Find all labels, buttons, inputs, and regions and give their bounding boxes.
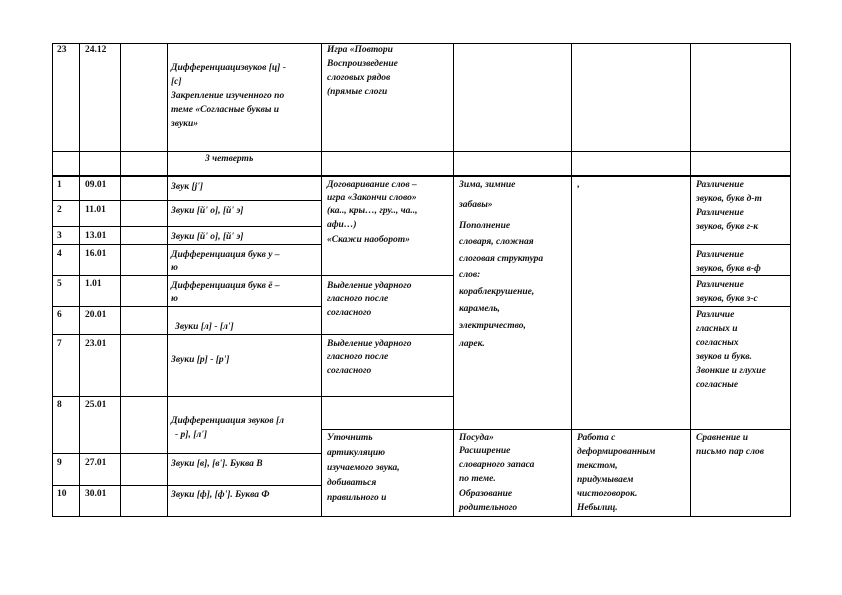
letters-line: звуков и букв. (696, 352, 752, 362)
row-divider-8-left (52, 453, 322, 454)
row-date: 24.12 (85, 45, 107, 55)
row-divider-3-right (690, 244, 791, 245)
row-divider-6 (52, 334, 454, 335)
row-number: 10 (57, 489, 67, 499)
topic-line: Звуки [й' о], [й' э] (171, 206, 244, 216)
topic-line: Звуки [р] - [р'] (171, 355, 230, 365)
topic-line: [с] (171, 77, 182, 87)
letters-line: звуков, букв д-т (696, 194, 762, 204)
speech-line: деформированным (577, 447, 656, 457)
topic-line: Дифференциацизвуков [ц] - (171, 63, 286, 73)
row-number: 1 (57, 180, 62, 190)
table-border-bottom (52, 516, 791, 517)
activity-line: добиваться (327, 478, 377, 488)
activity-line: артикуляцию (327, 448, 386, 458)
vocab-line: кораблекрушение, (459, 287, 535, 297)
activity-line: Уточнить (327, 433, 373, 443)
activity-line: изучаемого звука, (327, 463, 400, 473)
vocab-line: слов: (459, 270, 481, 280)
col-divider-speech-letters (690, 43, 691, 517)
activity-line: правильного и (327, 493, 387, 503)
vocab-line: карамель, (459, 304, 500, 314)
row-number: 23 (57, 45, 67, 55)
topic-line: Дифференциация букв ё – (171, 281, 280, 291)
row-date: 11.01 (85, 205, 106, 215)
vocab-line: Зима, зимние (459, 180, 516, 190)
topic-line: Звуки [в], [в']. Буква В (171, 459, 263, 469)
col-divider-game-vocab (453, 43, 454, 517)
letters-line: письмо пар слов (696, 447, 765, 457)
row-date: 27.01 (85, 458, 107, 468)
letters-line: Различение (696, 180, 744, 190)
speech-line: Небылиц. (577, 503, 618, 513)
letters-line: Различение (696, 208, 744, 218)
topic-line: Дифференциация звуков [л (171, 416, 285, 426)
topic-line: звуки» (171, 119, 199, 129)
letters-line: согласные (696, 380, 739, 390)
vocab-line: Образование (459, 489, 513, 499)
topic-line: Звуки [л] - [л'] (175, 322, 234, 332)
row-number: 8 (57, 400, 62, 410)
speech-line: чистоговорок. (577, 489, 638, 499)
topic-line: ю (171, 263, 178, 273)
activity-line: афи…) (327, 220, 357, 230)
table-border-right (790, 43, 791, 517)
row-divider-1 (52, 200, 322, 201)
letters-line: звуков, букв г-к (696, 222, 759, 232)
vocab-line: по теме. (459, 474, 496, 484)
game-line: Игра «Повтори (327, 45, 393, 55)
row-divider-8 (321, 429, 791, 430)
row-divider-2 (52, 226, 322, 227)
row-number: 7 (57, 339, 62, 349)
topic-line: Звуки [ф], [ф']. Буква Ф (171, 490, 270, 500)
activity-line: (ка.., кры…, гру.., ча.., (327, 206, 418, 216)
topic-line: - р], [л'] (175, 430, 208, 440)
row-number: 3 (57, 231, 62, 241)
col-divider-date-blank (120, 43, 121, 517)
vocab-line: Расширение (459, 446, 511, 456)
letters-line: Различение (696, 250, 744, 260)
activity-line: Выделение ударного (327, 339, 412, 349)
row-divider-quarter (52, 175, 791, 177)
row-divider-4 (52, 275, 454, 276)
activity-line: Договаривание слов – (327, 180, 417, 190)
letters-line: Звонкие и глухие (696, 366, 766, 376)
row-date: 25.01 (85, 400, 107, 410)
activity-line: игра «Закончи слово» (327, 193, 417, 203)
vocab-line: электричество, (459, 321, 526, 331)
activity-line: гласного после (327, 294, 389, 304)
row-number: 9 (57, 458, 62, 468)
vocab-line: словарного запаса (459, 460, 535, 470)
vocab-line: забавы» (459, 200, 493, 210)
row-date: 30.01 (85, 489, 107, 499)
row-date: 1.01 (85, 279, 102, 289)
col-divider-num-date (79, 43, 80, 517)
col-divider-vocab-speech (571, 43, 572, 517)
topic-line: Звук [j'] (171, 182, 204, 192)
row-date: 13.01 (85, 231, 107, 241)
row-date: 20.01 (85, 310, 107, 320)
activity-line: согласного (327, 366, 372, 376)
row-divider-23 (52, 151, 791, 152)
letters-line: Различение (696, 280, 744, 290)
letters-line: звуков, букв в-ф (696, 264, 761, 274)
game-line: слоговых рядов (327, 73, 391, 83)
activity-line: согласного (327, 308, 372, 318)
vocab-line: родительного (459, 503, 518, 513)
row-date: 23.01 (85, 339, 107, 349)
vocab-line: ларек. (459, 339, 485, 349)
col-divider-blank-topic (167, 43, 168, 517)
letters-line: согласных (696, 338, 739, 348)
col-divider-topic-game (321, 43, 322, 517)
game-line: Воспроизведение (327, 59, 398, 69)
comma-mark: , (577, 180, 580, 190)
activity-line: гласного после (327, 352, 389, 362)
row-divider-3 (52, 244, 322, 245)
row-number: 2 (57, 205, 62, 215)
quarter-heading: 3 четверть (205, 154, 254, 164)
speech-line: придумываем (577, 475, 634, 485)
vocab-line: Пополнение (459, 221, 511, 231)
letters-line: звуков, букв з-с (696, 294, 758, 304)
row-divider-5 (52, 306, 322, 307)
game-line: (прямые слоги (327, 87, 388, 97)
letters-line: Различие (696, 310, 735, 320)
row-number: 6 (57, 310, 62, 320)
letters-line: Сравнение и (696, 433, 749, 443)
table-border-top (52, 43, 791, 44)
activity-line: «Скажи наоборот» (327, 235, 410, 245)
row-divider-9 (52, 485, 322, 486)
topic-line: ю (171, 294, 178, 304)
row-date: 09.01 (85, 180, 107, 190)
topic-line: теме «Согласные буквы и (171, 105, 280, 115)
speech-line: текстом, (577, 461, 618, 471)
letters-line: гласных и (696, 324, 738, 334)
row-date: 16.01 (85, 249, 107, 259)
activity-line: Выделение ударного (327, 281, 412, 291)
table-border-left (52, 43, 53, 517)
vocab-line: Посуда» (459, 433, 494, 443)
topic-line: Дифференциация букв у – (171, 250, 280, 260)
speech-line: Работа с (577, 433, 616, 443)
vocab-line: слоговая структура (459, 254, 544, 264)
row-divider-5-right (690, 306, 791, 307)
row-number: 4 (57, 249, 62, 259)
row-number: 5 (57, 279, 62, 289)
vocab-line: словаря, сложная (459, 237, 534, 247)
topic-line: Звуки [й' о], [й' э] (171, 232, 244, 242)
row-divider-7 (52, 396, 454, 397)
topic-line: Закрепление изученного по (171, 91, 285, 101)
